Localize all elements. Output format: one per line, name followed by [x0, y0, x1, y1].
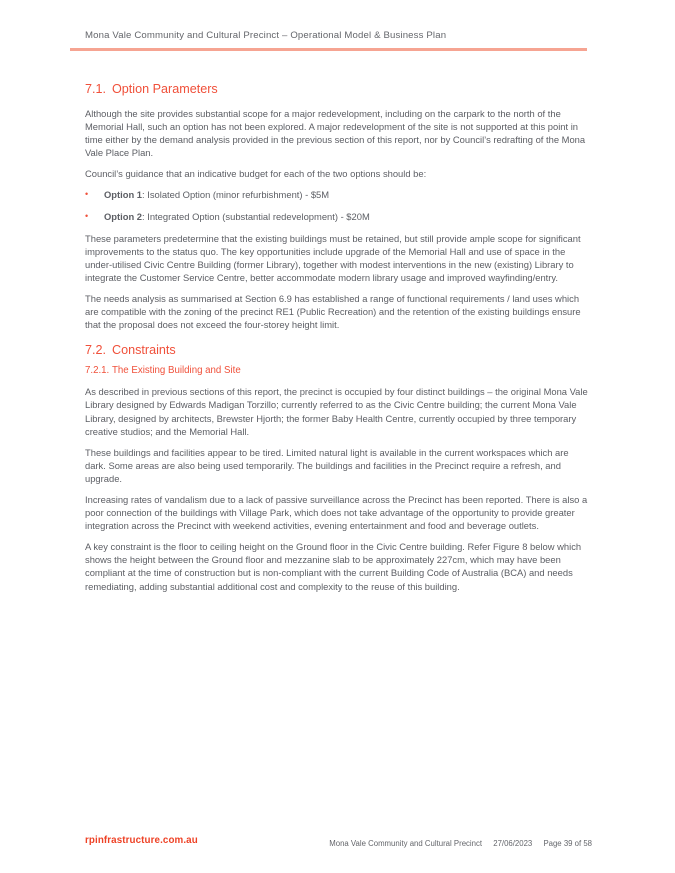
bullet-icon: •: [85, 211, 89, 222]
bullet-rest: : Integrated Option (substantial redevelopment) - $20M: [142, 211, 370, 223]
header-title: Mona Vale Community and Cultural Precinct – Operational Model & Business Plan: [85, 30, 447, 41]
paragraph: These parameters predetermine that the existing buildings must be retained, but still provide ample scope for significant improvements to the status quo. The key opportunities include upgrade of the Memorial Hall and use of space in the under-utilised Civic Centre Building (former Library), together with modest interventions in the new (existing) Library to integrate the Customer Service Centre, better accommodate modern library usage and improved wayfinding/entry.: [85, 232, 581, 283]
bullet-label: Option 1: [104, 189, 143, 201]
bullet-item: [85, 188, 592, 201]
subsection-heading-7-2-1: [85, 365, 592, 377]
section-title: Constraints: [112, 343, 176, 358]
section-heading-7-1: [85, 82, 592, 96]
document-body: [85, 82, 592, 601]
bullet-list: [85, 188, 592, 223]
footer-date: 27/06/2023: [493, 839, 533, 848]
paragraph: Although the site provides substantial scope for a major redevelopment, including on the carpark to the north of the Memorial Hall, such an option has not been explored. A major redevelopment of the site is not supported at this point in time either by the demand analysis provided in the previous section of this report, nor by Council’s redrafting of the Mona Vale Place Plan.: [85, 108, 586, 159]
section-number: 7.1.: [85, 82, 107, 96]
paragraph: The needs analysis as summarised at Section 6.9 has established a range of functional requirements / land uses which are compatible with the zoning of the precinct RE1 (Public Recreation) and the retention of the existing buildings ensure that the proposal does not exceed the four-storey height limit.: [85, 293, 581, 331]
subsection-title: The Existing Building and Site: [112, 365, 241, 377]
footer-info: [329, 839, 592, 848]
paragraph: As described in previous sections of this report, the precinct is occupied by four distinct buildings – the original Mona Vale Library designed by Edwards Madigan Torzillo; currently referred to as the Civic Centre building; the current Mona Vale Library, designed by architects, Brewster Hjorth; the former Baby Health Centre, currently occupied by three temporary creative studios; and the Memorial Hall.: [85, 386, 588, 437]
section-title: Option Parameters: [112, 82, 218, 96]
bullet-text: [104, 210, 370, 223]
bullet-rest: : Isolated Option (minor refurbishment) - $5M: [142, 189, 330, 201]
bullet-text: [104, 188, 329, 201]
section-heading-7-2: [85, 343, 592, 357]
header-rule: [70, 48, 587, 51]
paragraph: A key constraint is the floor to ceiling height on the Ground floor in the Civic Centre building. Refer Figure 8 below which shows the height between the Ground floor and mezzanine slab to be approximately 227cm, which may have been compliant at the time of construction but is non-compliant with the current Building Code of Australia (BCA) and needs remediating, adding substantial additional cost and complexity to the reuse of this building.: [85, 541, 582, 592]
paragraph: Council’s guidance that an indicative budget for each of the two options should be:: [85, 168, 427, 180]
paragraph: These buildings and facilities appear to be tired. Limited natural light is available in the current workspaces which are dark. Some areas are also being used temporarily. The buildings and facilities in the Precinct require a refresh, and upgrade.: [85, 446, 569, 484]
bullet-label: Option 2: [104, 211, 143, 223]
footer-page-number: Page 39 of 58: [543, 839, 592, 848]
subsection-number: 7.2.1.: [85, 365, 110, 377]
bullet-item: [85, 210, 592, 223]
section-number: 7.2.: [85, 343, 107, 358]
footer-website-link[interactable]: rpinfrastructure.com.au: [85, 835, 198, 846]
bullet-icon: •: [85, 189, 89, 200]
paragraph: Increasing rates of vandalism due to a lack of passive surveillance across the Precinct has been reported. There is also a poor connection of the buildings with Village Park, which does not take advantage of the opportunity to provide greater integration across the Precinct with weekend activities, evening entertainment and food and beverage outlets.: [85, 493, 588, 532]
footer-doc-title: Mona Vale Community and Cultural Precinct: [329, 839, 483, 848]
